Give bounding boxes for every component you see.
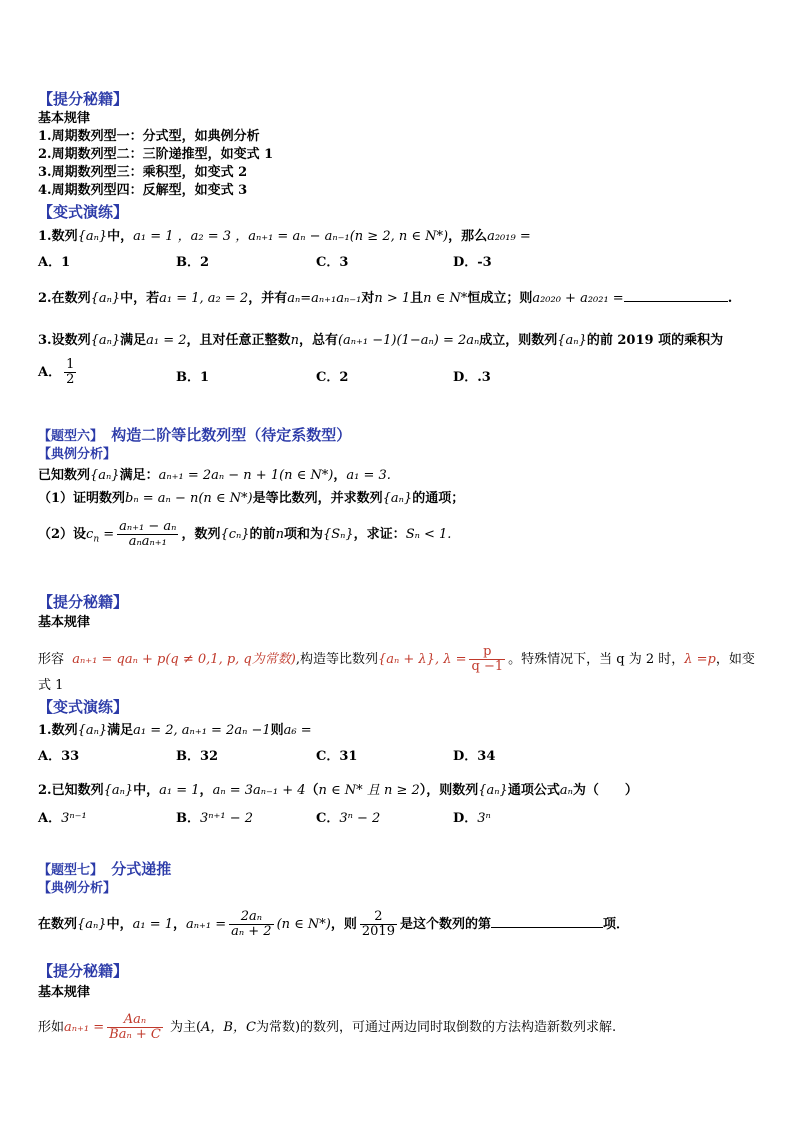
example-intro <box>38 467 391 485</box>
relation: bₙ = aₙ − n(n ∈ N*) <box>125 491 253 506</box>
text: 通项公式 <box>507 783 560 798</box>
text: 满足： <box>119 468 159 483</box>
rule-item-3: 3.周期数列型三：乘积型，如变式 2 <box>38 165 248 180</box>
option-d: D．-3 <box>453 255 492 270</box>
text: 恒成立；则 <box>467 291 533 306</box>
text: 2.已知数列 <box>38 783 104 798</box>
denominator: 2019 <box>361 924 395 939</box>
type-six-header <box>38 426 351 446</box>
rule-line: 形容 aₙ₊₁ = qaₙ + p(q ≠ 0,1, p, q为常数),构造等比数列{aₙ + λ}, λ = $\frac{p}{q -1}$ 。特殊情况下，当 q 为 2 时，λ =p，如变 <box>38 644 755 674</box>
type-label: 【题型六】 <box>38 429 104 444</box>
tips-header-2: 【提分秘籍】 <box>38 593 129 611</box>
option-c <box>316 807 380 826</box>
text: 在数列 <box>38 917 78 932</box>
numerator: aₙ₊₁ − aₙ <box>119 519 177 534</box>
seq-an: {aₙ} <box>90 291 121 306</box>
condition: a₁ = 1 ，a₂ = 3 ，aₙ₊₁ = aₙ − aₙ₋₁(n ≥ 2, n ∈ N*) <box>133 229 449 244</box>
formula: aₙ₊₁ = <box>64 1020 105 1035</box>
option-d <box>453 807 491 826</box>
option-c: C．3 <box>316 255 349 270</box>
option-label: A． <box>38 811 62 826</box>
denominator: 2 <box>66 372 75 387</box>
option-d: D．34 <box>453 749 496 764</box>
fraction <box>107 1013 163 1042</box>
option-a <box>38 358 79 387</box>
text: 1.数列 <box>38 229 78 244</box>
range: (n ∈ N*) <box>276 917 331 932</box>
seq-an: {aₙ} <box>77 723 108 738</box>
relation: aₙ=aₙ₊₁aₙ₋₁ <box>287 291 362 306</box>
practice-header-1: 【变式演练】 <box>38 203 129 221</box>
rule-item-1: 1.周期数列型一：分式型，如典例分析 <box>38 129 260 144</box>
answer-blank[interactable] <box>491 915 603 928</box>
text: 2.在数列 <box>38 291 91 306</box>
seq-an: {aₙ} <box>382 491 413 506</box>
seq-an: {aₙ} <box>478 783 508 798</box>
range: n ∈ N* 且 n ≥ 2 <box>318 783 420 798</box>
text: 构造等比数列 <box>299 652 378 667</box>
condition: a₁ = 1 <box>132 917 173 932</box>
type-seven-header <box>38 860 171 880</box>
numerator: 2aₙ <box>229 910 273 925</box>
option-label: B． <box>176 811 200 826</box>
target-term: a₂₀₂₀ + a₂₀₂₁ = <box>532 291 624 306</box>
option-b: B．1 <box>176 370 210 385</box>
condition: a₁ = 3. <box>346 468 391 483</box>
numerator: p <box>469 645 505 660</box>
fraction <box>360 910 397 939</box>
rules-title-3: 基本规律 <box>38 985 91 1000</box>
option-d: D．.3 <box>453 370 491 385</box>
text: 成立，则数列 <box>479 333 558 348</box>
condition: a₁ = 1, a₂ = 2 <box>159 291 249 306</box>
text: ， <box>199 783 213 798</box>
fraction <box>117 520 178 549</box>
text: . <box>727 291 733 306</box>
type-label: 【题型七】 <box>38 863 104 878</box>
example-part-2: （2）设$c_n$ = $\frac{\text{aₙ₊₁ − aₙ}}{\text{aₙaₙ₊₁}}$ ，数列{cₙ}的前n项和为{Sₙ}，求证：Sₙ < 1. <box>38 519 452 549</box>
fraction <box>229 910 273 939</box>
text: 中， <box>106 917 133 932</box>
type-title: 分式递推 <box>111 860 172 878</box>
rules-title-2: 基本规律 <box>38 615 91 630</box>
text: 则 <box>270 723 284 738</box>
type-title: 构造二阶等比数列型（待定系数型） <box>111 426 352 444</box>
question-1-2 <box>38 289 732 308</box>
answer-blank[interactable] <box>624 289 728 302</box>
target-term: a₂₀₁₉ = <box>487 229 531 244</box>
option-a: A．1 <box>38 255 71 270</box>
text: 形如 <box>38 1020 65 1035</box>
option-c: C．2 <box>316 370 349 385</box>
option-label: D． <box>453 811 478 826</box>
fraction <box>469 645 505 674</box>
variable: aₙ <box>559 783 573 798</box>
text: 满足 <box>120 333 147 348</box>
rules-title-1: 基本规律 <box>38 111 91 126</box>
text: ，那么 <box>448 229 488 244</box>
seq-an: {aₙ} <box>103 783 134 798</box>
numerator: 2 <box>360 910 397 925</box>
text: ，且对任意正整数 <box>186 333 291 348</box>
option-b: B．32 <box>176 749 219 764</box>
seq-cn: {cₙ} <box>220 527 250 542</box>
text: 的前 <box>249 527 276 542</box>
text: 对 <box>361 291 375 306</box>
text: ，如变 <box>715 652 755 667</box>
condition: a₁ = 1 <box>159 783 200 798</box>
question-1-1 <box>38 228 531 246</box>
text: ，总有 <box>298 333 338 348</box>
text: 项． <box>602 917 629 932</box>
example-question <box>38 910 629 939</box>
text: 形容 <box>38 652 65 667</box>
text: ，则 <box>330 917 357 932</box>
text: ），则数列 <box>419 783 479 798</box>
text: （ <box>305 783 319 798</box>
text: 已知数列 <box>38 468 91 483</box>
option-label: C． <box>316 811 340 826</box>
text: ， <box>172 917 186 932</box>
text: ，数列 <box>181 527 221 542</box>
text: 为常数)的数列，可通过两边同时取倒数的方法构造新数列求解. <box>255 1020 617 1035</box>
text: 1.数列 <box>38 723 78 738</box>
text: 中， <box>107 229 134 244</box>
option-value: 3ⁿ − 2 <box>339 811 381 826</box>
option-b: B．2 <box>176 255 210 270</box>
text: 为主( <box>169 1020 202 1035</box>
variables: A，B，C <box>201 1020 256 1035</box>
text: ，并有 <box>248 291 288 306</box>
denominator: Baₙ + C <box>109 1027 161 1042</box>
condition: a₁ = 2, aₙ₊₁ = 2aₙ −1 <box>133 723 271 738</box>
question-1-3 <box>38 332 723 350</box>
practice-header-2: 【变式演练】 <box>38 698 129 716</box>
denominator: aₙ + 2 <box>231 924 272 939</box>
text: 且 <box>410 291 424 306</box>
example-part-1 <box>38 490 464 508</box>
fraction <box>64 358 76 387</box>
seq-an: {aₙ} <box>557 333 587 348</box>
text: 满足 <box>107 723 134 738</box>
text: 项和为 <box>283 527 323 542</box>
variable: n <box>290 333 299 348</box>
denominator: q −1 <box>471 659 504 674</box>
numerator: Aaₙ <box>107 1013 163 1028</box>
option-value: 3ⁿ <box>477 811 491 826</box>
formula: λ =p <box>684 652 716 667</box>
text: 中，若 <box>120 291 160 306</box>
rule-item-2: 2.周期数列型二：三阶递推型，如变式 1 <box>38 147 274 162</box>
question-3-2 <box>38 782 638 800</box>
relation: (aₙ₊₁ −1)(1−aₙ) = 2aₙ <box>337 333 480 348</box>
denominator: aₙaₙ₊₁ <box>128 534 167 549</box>
formula: aₙ₊₁ = qaₙ + p(q ≠ 0,1, p, q为常数) <box>72 652 296 667</box>
range: n ∈ N* <box>423 291 468 306</box>
condition: a₁ = 2 <box>146 333 187 348</box>
example-header-1: 【典例分析】 <box>38 447 117 462</box>
variable: n <box>275 527 284 542</box>
question-3-1 <box>38 722 312 740</box>
rule-item-4: 4.周期数列型四：反解型，如变式 3 <box>38 183 248 198</box>
rule-line-fraction <box>38 1013 616 1042</box>
option-value: 3ⁿ⁻¹ <box>61 811 87 826</box>
text: 。特殊情况下，当 q 为 2 时， <box>508 652 685 667</box>
seq-an: {aₙ} <box>90 333 121 348</box>
option-label: A． <box>38 365 62 380</box>
option-b <box>176 807 253 826</box>
seq-sn: {Sₙ} <box>322 527 354 542</box>
tips-header-3: 【提分秘籍】 <box>38 962 129 980</box>
text: 是这个数列的第 <box>399 917 491 932</box>
text: 的前 2019 项的乘积为 <box>586 333 724 348</box>
example-header-2: 【典例分析】 <box>38 881 117 896</box>
tips-header-1: 【提分秘籍】 <box>38 90 129 108</box>
range: n > 1 <box>374 291 411 306</box>
seq-an: {aₙ} <box>77 917 107 932</box>
text: 为（ ） <box>572 783 638 798</box>
target-term: a₆ = <box>283 723 312 738</box>
relation: aₙ₊₁ = 2aₙ − n + 1(n ∈ N*) <box>158 468 334 483</box>
option-a <box>38 807 87 826</box>
seq-an: {aₙ} <box>90 468 120 483</box>
text: （2）设 <box>38 527 87 542</box>
option-a: A．33 <box>38 749 80 764</box>
rule-line-cont: 式 1 <box>38 678 64 693</box>
text: ，求证： <box>353 527 406 542</box>
option-value: 3ⁿ⁺¹ − 2 <box>200 811 254 826</box>
text: 3.设数列 <box>38 333 91 348</box>
text: 中， <box>133 783 160 798</box>
formula: {aₙ + λ}, λ = <box>377 652 467 667</box>
seq-an: {aₙ} <box>77 229 108 244</box>
inequality: Sₙ < 1. <box>405 527 452 542</box>
condition: aₙ = 3aₙ₋₁ + 4 <box>212 783 306 798</box>
formula: aₙ₊₁ = <box>186 917 227 932</box>
text: 是等比数列，并求数列 <box>252 491 383 506</box>
numerator: 1 <box>66 357 75 372</box>
text: 的通项； <box>412 491 465 506</box>
option-c: C．31 <box>316 749 358 764</box>
text: ， <box>333 468 347 483</box>
text: （1）证明数列 <box>38 491 126 506</box>
